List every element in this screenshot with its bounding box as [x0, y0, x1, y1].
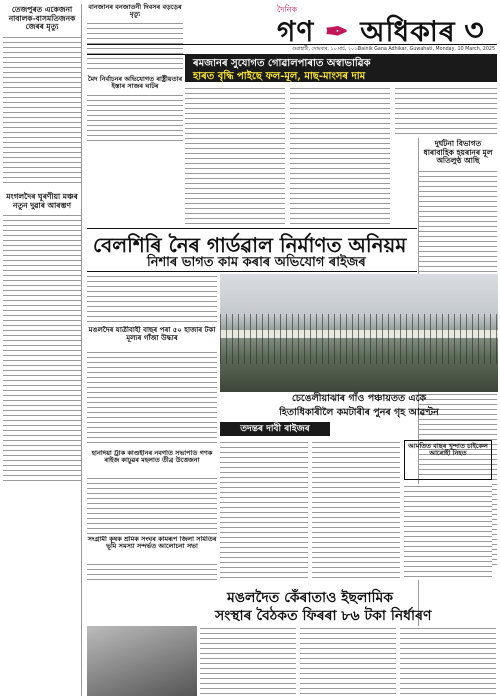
left-bottom-headline-2: সংগ্ৰামী কৃষক শ্ৰমিক সংঘৰ কামৰূপ জিলা সমিতিৰ ভূমি সমস্যা সন্দৰ্ভত আলোচনা সভা	[87, 536, 217, 551]
top-story-body-2	[87, 93, 183, 143]
left-column	[3, 4, 82, 696]
top-article-col-1	[185, 86, 285, 224]
bottom-photo	[87, 626, 197, 696]
left-headline-2: মংগলদৈৰ ঘূৰণীয়া মঞ্চৰ নতুন দুৱাৰ আৰম্ভণ	[6, 191, 78, 210]
photo-caption-line-1: চেঙেলীয়াঝাৰ গাঁও পঞ্চায়তত একে	[291, 393, 427, 404]
dateline-date: গুৱাহাটী, সোমবাৰ, ১০ মাৰ্চ, ২০২৫	[292, 47, 361, 52]
center-col-2	[312, 440, 400, 580]
left-article-body-2	[3, 213, 81, 483]
left-bottom-headline-1: হানদিয়া ট্ৰাক কাণ্ডহীনৰ নবগতি সভাপতি গণক ৰাইজ কাঢ়ুৱৰ মহলাত তীব্ৰ উত্তেজনা	[91, 450, 213, 465]
right-headline-1: দুৰ্ঘটনা বিভাগত ধাৰাবাহিক হয়ৰানৰ মূল অতিলুণ্ঠ আছি	[423, 139, 493, 166]
main-banner-line-1: বেলশিৰি নৈৰ গাৰ্ডৱাল নিৰ্মাণত অনিয়ম	[93, 233, 407, 257]
bottom-col-3	[400, 626, 496, 696]
center-col-1	[220, 440, 308, 580]
left-article-body-1	[3, 35, 81, 185]
main-banner-line-2: নিশাৰ ভাগত কাম কৰাৰ অভিযোগ ৰাইজৰ	[147, 255, 366, 270]
brand-small-text: দৈনিক	[277, 5, 298, 14]
left-headline-1: তেজপুৰত একেজনা নাবালক-বাসমতিজনক জেৰৰ মৃত্যু	[8, 5, 76, 32]
news-photo	[220, 274, 498, 392]
top-left-story	[87, 4, 183, 136]
brand-pen-icon: ✒	[325, 15, 350, 48]
top-banner	[185, 54, 497, 82]
top-story-subhead: মৈদ নিৰ্বাচনৰ অভিযোগত ৰাষ্ট্ৰীয়তাৰ ইস্তাৰ সাজৰ ঘাটৰ	[87, 74, 183, 91]
main-banner	[87, 228, 417, 272]
brand-name-part-1: গণ	[277, 15, 315, 48]
left-bottom-body-1	[87, 476, 217, 534]
top-banner-line-1: ৰমজানৰ সুযোগত গোৱালপাৰাত অস্বাভাৱিক	[193, 58, 371, 69]
top-story-headline: বানজানৰ বনজাতনী দিবসৰ বড়ড়েৰ মৃত্যু	[88, 3, 182, 19]
top-article-col-3	[395, 86, 497, 134]
top-banner-line-2: হাৰত বৃদ্ধি পাইছে ফল-মূল, মাছ-মাংসৰ দাম	[193, 71, 366, 82]
photo-caption-line-2: হিতাধিকাৰীলৈ কমটাৰীৰ পুনৰ গৃহ আৱণ্টন	[279, 407, 439, 418]
photo-caption-banner	[220, 392, 498, 422]
brand-name-part-2: অধিকাৰ	[360, 15, 456, 48]
mid-left-body-2	[87, 350, 217, 446]
side-box-headline: আমতিত বাছৰ খুন্দাত চাইকেল আৰোহী নিহত	[408, 442, 488, 458]
tag-label: তদন্তৰ দাবী ৰাইজৰ	[220, 422, 330, 436]
bottom-banner-line-2: সংস্থাৰ বৈঠকত ফিৰৰা ৮৬ টকা নিৰ্ধাৰণ	[215, 608, 432, 624]
mid-left-body	[87, 274, 217, 324]
page-number: ৩	[464, 13, 484, 48]
left-bottom-body-2	[87, 562, 217, 582]
side-box-body	[404, 484, 492, 580]
side-box	[404, 440, 492, 480]
mid-left-headline: মঙলদৈৰ যাত্ৰীবাহী বাছৰ পৰা ৫০ হাজাৰ টকা মূল্যৰ গাঁজা উদ্ধাৰ	[88, 326, 216, 343]
photo-fence	[220, 314, 498, 364]
brand-logo	[277, 4, 457, 48]
bottom-banner	[87, 584, 497, 624]
bottom-banner-line-1: মঙলদৈত কেঁৰাতাও ইছলামিক	[227, 590, 394, 606]
bottom-col-2	[300, 626, 396, 696]
top-article-col-2	[290, 86, 390, 224]
dateline-english: Dainik Gana Adhikar, Guwahati, Monday, 10 March, 2025	[357, 47, 495, 52]
bottom-col-1	[200, 626, 296, 696]
